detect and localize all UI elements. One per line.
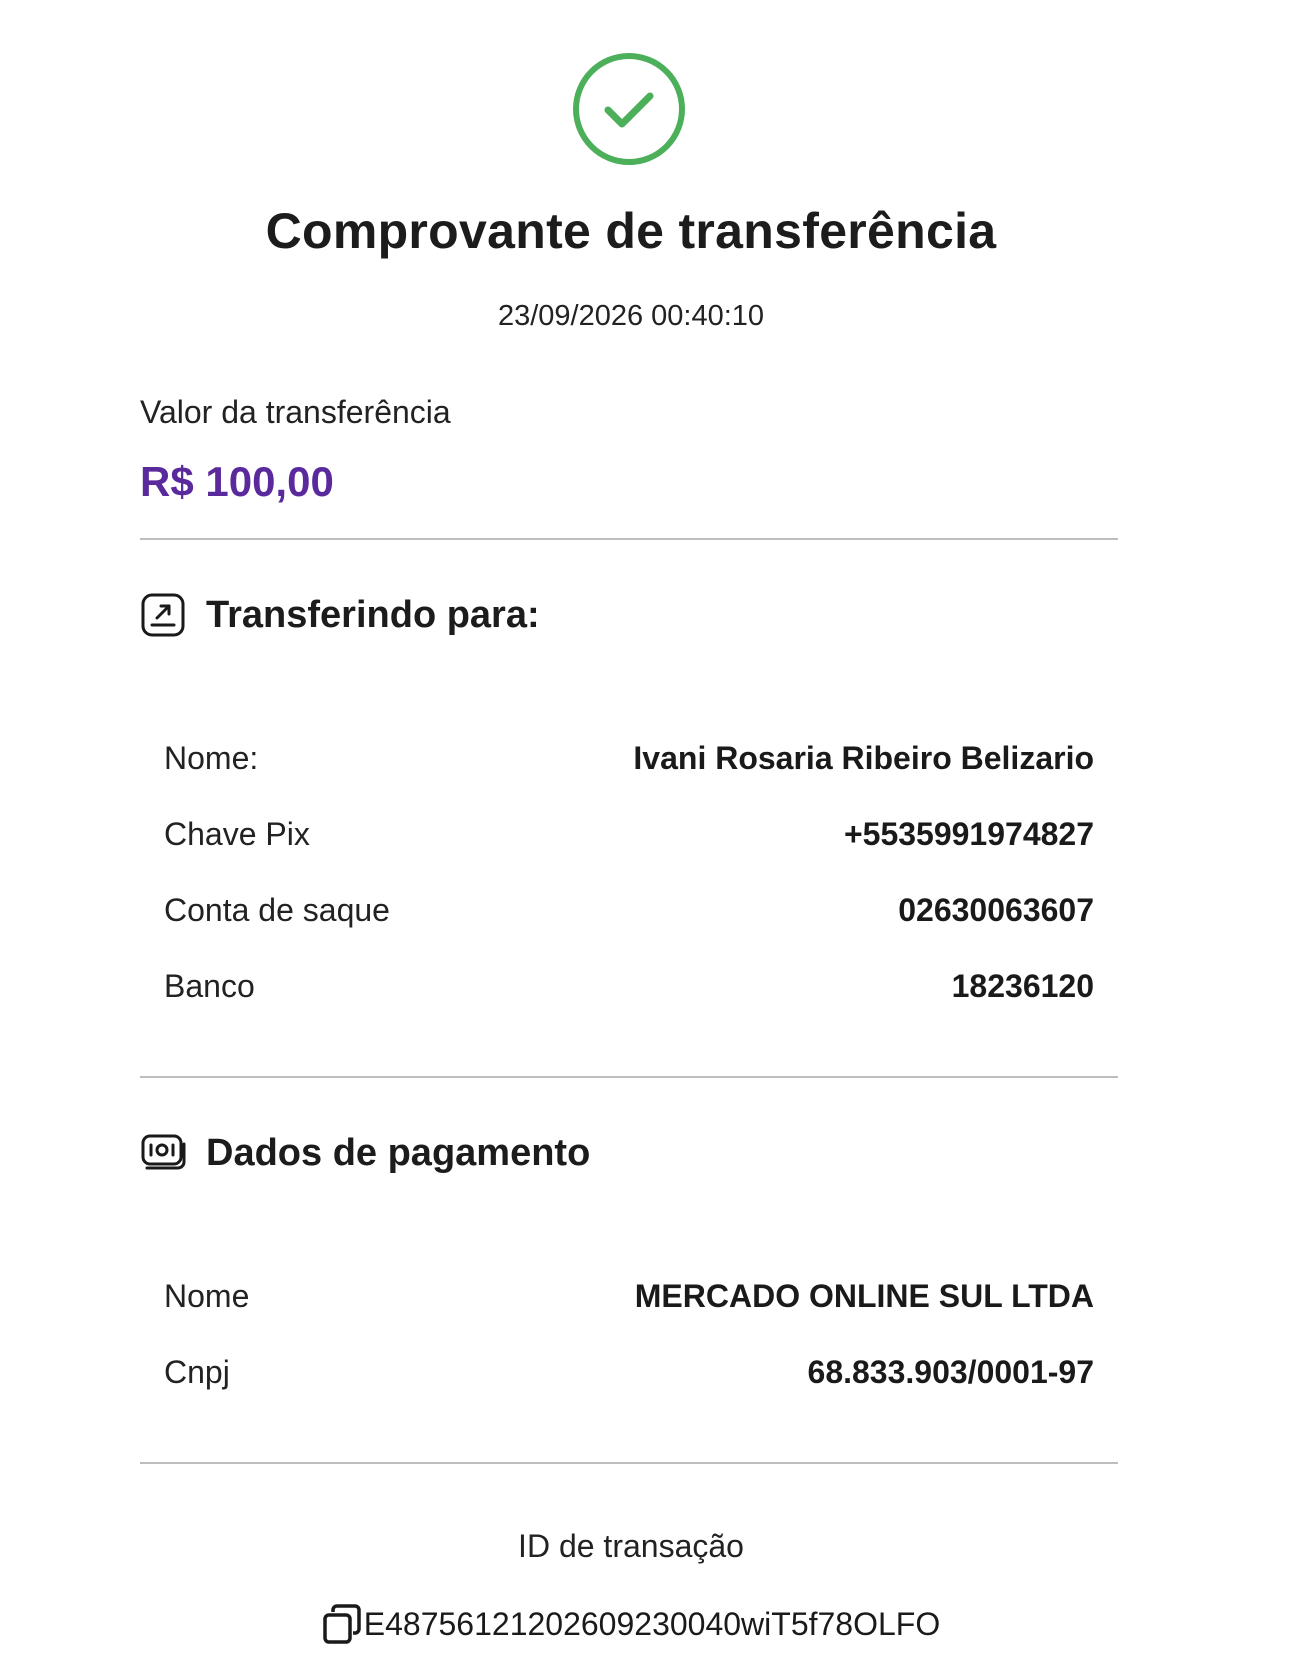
recipient-section-header — [140, 590, 540, 640]
divider — [140, 538, 1118, 540]
row-value: MERCADO ONLINE SUL LTDA — [634, 1277, 1094, 1314]
money-icon — [140, 1130, 186, 1176]
payment-section-header — [140, 1128, 590, 1178]
row-value: 68.833.903/0001-97 — [807, 1353, 1094, 1390]
transaction-id-label: ID de transação — [518, 1528, 744, 1564]
recipient-row-bank — [164, 964, 1094, 1008]
recipient-row-pix-key — [164, 812, 1094, 856]
transaction-id-value: E48756121202609230040wiT5f78OLFO — [363, 1605, 941, 1642]
check-circle-icon — [572, 52, 686, 166]
row-value: +5535991974827 — [843, 815, 1094, 852]
payment-row-cnpj — [164, 1350, 1094, 1394]
row-label: Chave Pix — [164, 815, 310, 852]
row-label: Banco — [164, 967, 255, 1004]
payment-row-name — [164, 1274, 1094, 1318]
amount-value: R$ 100,00 — [140, 458, 334, 505]
row-label: Nome: — [164, 739, 259, 776]
divider — [140, 1462, 1118, 1464]
page-title: Comprovante de transferência — [265, 203, 997, 259]
amount-label: Valor da transferência — [140, 394, 451, 430]
transaction-id-row[interactable] — [0, 1600, 1262, 1648]
row-value: 18236120 — [951, 967, 1094, 1004]
copy-icon[interactable] — [322, 1603, 362, 1645]
row-label: Conta de saque — [164, 891, 390, 928]
row-value: 02630063607 — [898, 891, 1094, 928]
transfer-out-icon — [140, 592, 186, 638]
transfer-datetime: 23/09/2026 00:40:10 — [497, 300, 765, 332]
row-label: Cnpj — [164, 1353, 230, 1390]
recipient-row-name — [164, 736, 1094, 780]
row-value: Ivani Rosaria Ribeiro Belizario — [633, 739, 1094, 776]
recipient-section-title: Transferindo para: — [206, 593, 540, 636]
recipient-row-account — [164, 888, 1094, 932]
divider — [140, 1076, 1118, 1078]
row-label: Nome — [164, 1277, 250, 1314]
payment-section-title: Dados de pagamento — [206, 1131, 591, 1174]
